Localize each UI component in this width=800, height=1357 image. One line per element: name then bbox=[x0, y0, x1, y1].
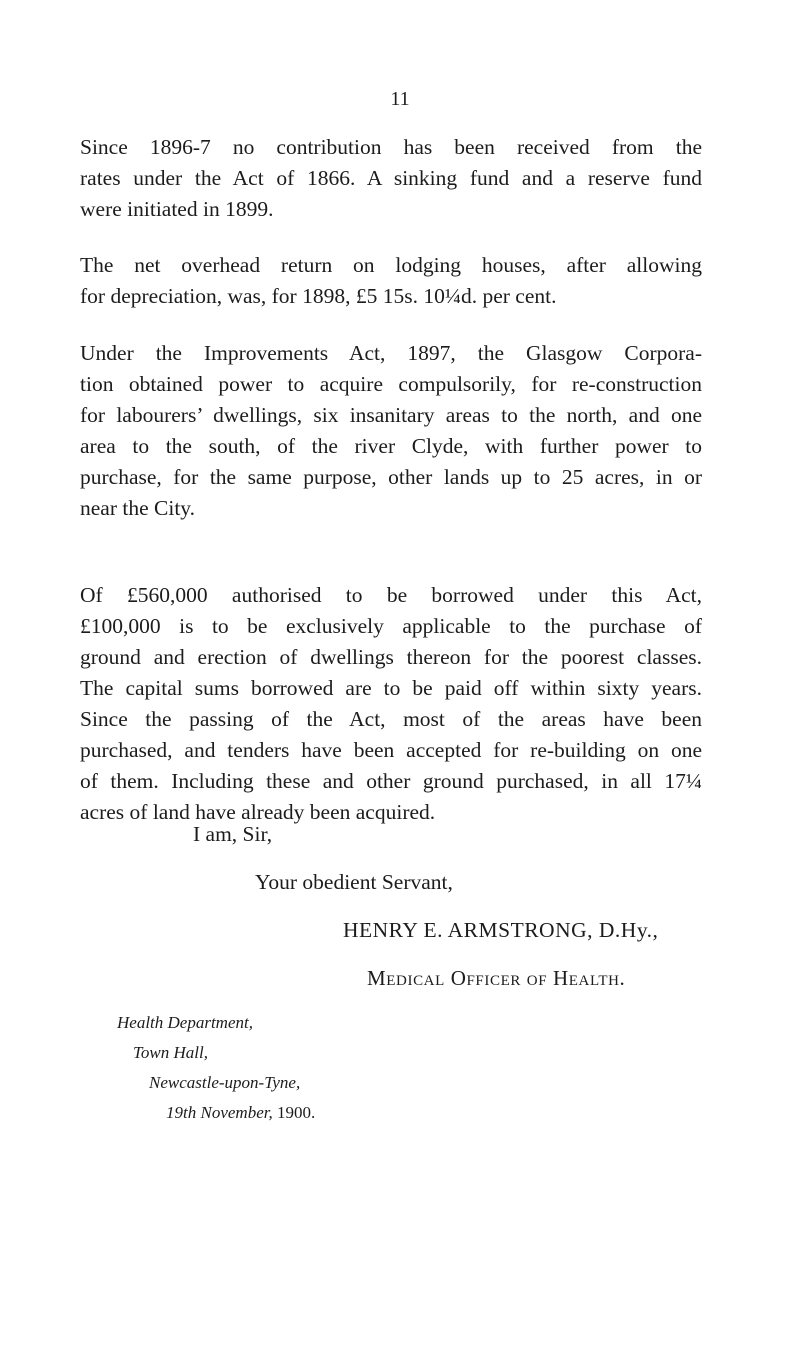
signatory-title: Medical Officer of Health. bbox=[367, 966, 626, 990]
text-line: tion obtained power to acquire compulsorily, for re-construction bbox=[80, 372, 702, 396]
address-department: Health Department, bbox=[117, 1013, 253, 1032]
text-line: purchased, and tenders have been accepted for re-building on one bbox=[80, 738, 702, 762]
signatory-name: HENRY E. ARMSTRONG, D.Hy., bbox=[343, 918, 659, 942]
letter-date bbox=[166, 1103, 315, 1123]
paragraph-sinking-fund bbox=[80, 132, 702, 225]
address-building: Town Hall, bbox=[133, 1043, 208, 1062]
text-line: purchase, for the same purpose, other lands up to 25 acres, in or bbox=[80, 465, 702, 489]
text-line: The capital sums borrowed are to be paid off within sixty years. bbox=[80, 676, 702, 700]
text-line: acres of land have already been acquired. bbox=[80, 800, 436, 824]
text-line: for labourers’ dwellings, six insanitary areas to the north, and one bbox=[80, 403, 702, 427]
text-line: of them. Including these and other ground purchased, in all 17¼ bbox=[80, 769, 702, 793]
text-line: Since 1896-7 no contribution has been received from the bbox=[80, 135, 702, 159]
address-city: Newcastle-upon-Tyne, bbox=[149, 1073, 301, 1092]
paragraph-improvements-act bbox=[80, 338, 702, 524]
text-line: were initiated in 1899. bbox=[80, 197, 274, 221]
text-line: The net overhead return on lodging houses, after allowing bbox=[80, 253, 702, 277]
text-line: Of £560,000 authorised to be borrowed under this Act, bbox=[80, 583, 702, 607]
text-line: Under the Improvements Act, 1897, the Glasgow Corpora- bbox=[80, 341, 702, 365]
paragraph-borrowing bbox=[80, 580, 702, 828]
text-line: £100,000 is to be exclusively applicable to the purchase of bbox=[80, 614, 702, 638]
date-day: 19th bbox=[166, 1103, 197, 1122]
page-number: 11 bbox=[390, 88, 410, 110]
text-line: near the City. bbox=[80, 496, 196, 520]
date-month-year: November, 1900. bbox=[200, 1103, 316, 1122]
text-line: rates under the Act of 1866. A sinking fund and a reserve fund bbox=[80, 166, 702, 190]
paragraph-overhead-return bbox=[80, 250, 702, 312]
closing-salutation: I am, Sir, bbox=[193, 822, 273, 846]
text-line: Since the passing of the Act, most of the areas have been bbox=[80, 707, 702, 731]
text-line: area to the south, of the river Clyde, with further power to bbox=[80, 434, 702, 458]
text-line: ground and erection of dwellings thereon for the poorest classes. bbox=[80, 645, 702, 669]
text-line: for depreciation, was, for 1898, £5 15s. 10¼d. per cent. bbox=[80, 284, 557, 308]
closing-servant: Your obedient Servant, bbox=[255, 870, 453, 894]
